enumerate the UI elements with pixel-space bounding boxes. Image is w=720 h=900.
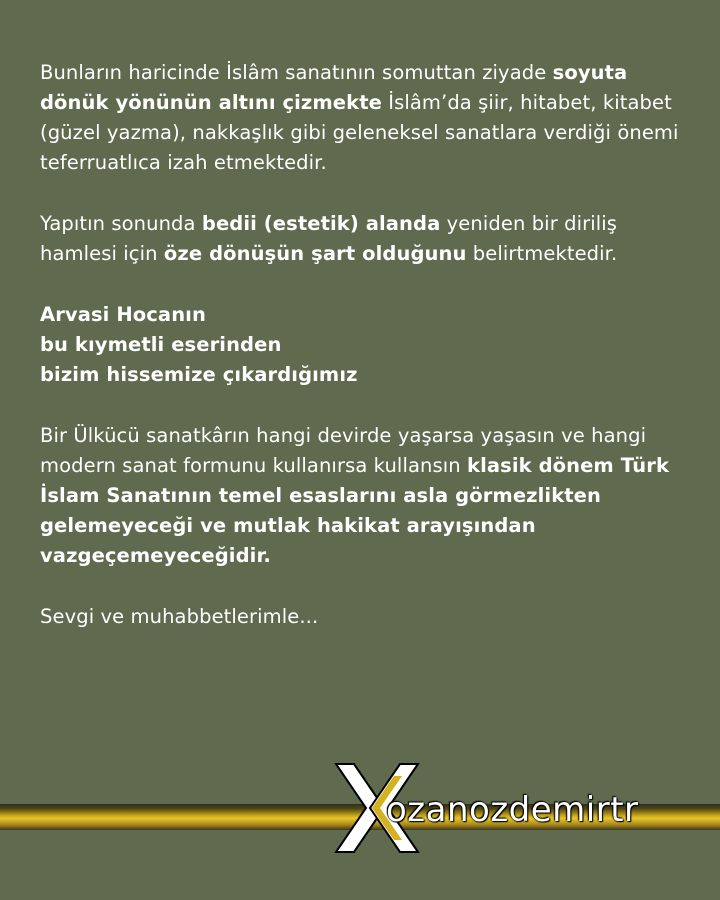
account-handle: ozanozdemirtr [386, 790, 639, 830]
p4-text-1: Bir Ülkücü sanatkârın hangi devirde yaşarsa yaşasın ve hangi modern sanat formunu kullanırsa kullansın [40, 424, 647, 477]
p3-line-2: bu kıymetli eserinden [40, 333, 282, 356]
paragraph-3-heading [40, 300, 690, 390]
p2-text-1: Yapıtın sonunda [40, 212, 202, 235]
p1-text-2: İslâm’da şiir, hitabet, kitabet (güzel yazma), nakkaşlık gibi geleneksel sanatlara verdiği önemi teferruatlıca izah etmektedir. [40, 91, 679, 174]
p2-bold-1: bedii (estetik) alanda [201, 212, 441, 235]
paragraph-5-closing [40, 602, 690, 632]
p3-line-1: Arvasi Hocanın [40, 303, 206, 326]
paragraph-2 [40, 209, 690, 269]
paragraph-4 [40, 421, 690, 571]
p2-text-3: belirtmektedir. [466, 242, 618, 265]
post-text [40, 58, 690, 663]
p5-text-1: Sevgi ve muhabbetlerimle... [40, 605, 319, 628]
p3-line-3: bizim hissemize çıkardığımız [40, 363, 358, 386]
p4-bold-1: klasik dönem Türk İslam Sanatının temel esaslarını asla görmezlikten gelemeyeceği ve mutlak hakikat arayışından vazgeçemeyeceğidir. [40, 454, 670, 567]
p2-bold-2: öze dönüşün şart olduğunu [163, 242, 467, 265]
p1-bold-1: soyuta dönük yönünün altını çizmekte [40, 61, 628, 114]
paragraph-1 [40, 58, 690, 178]
p1-text-1: Bunların haricinde İslâm sanatının somuttan ziyade [40, 61, 553, 84]
p2-text-2: yeniden bir diriliş hamlesi için [40, 212, 618, 265]
